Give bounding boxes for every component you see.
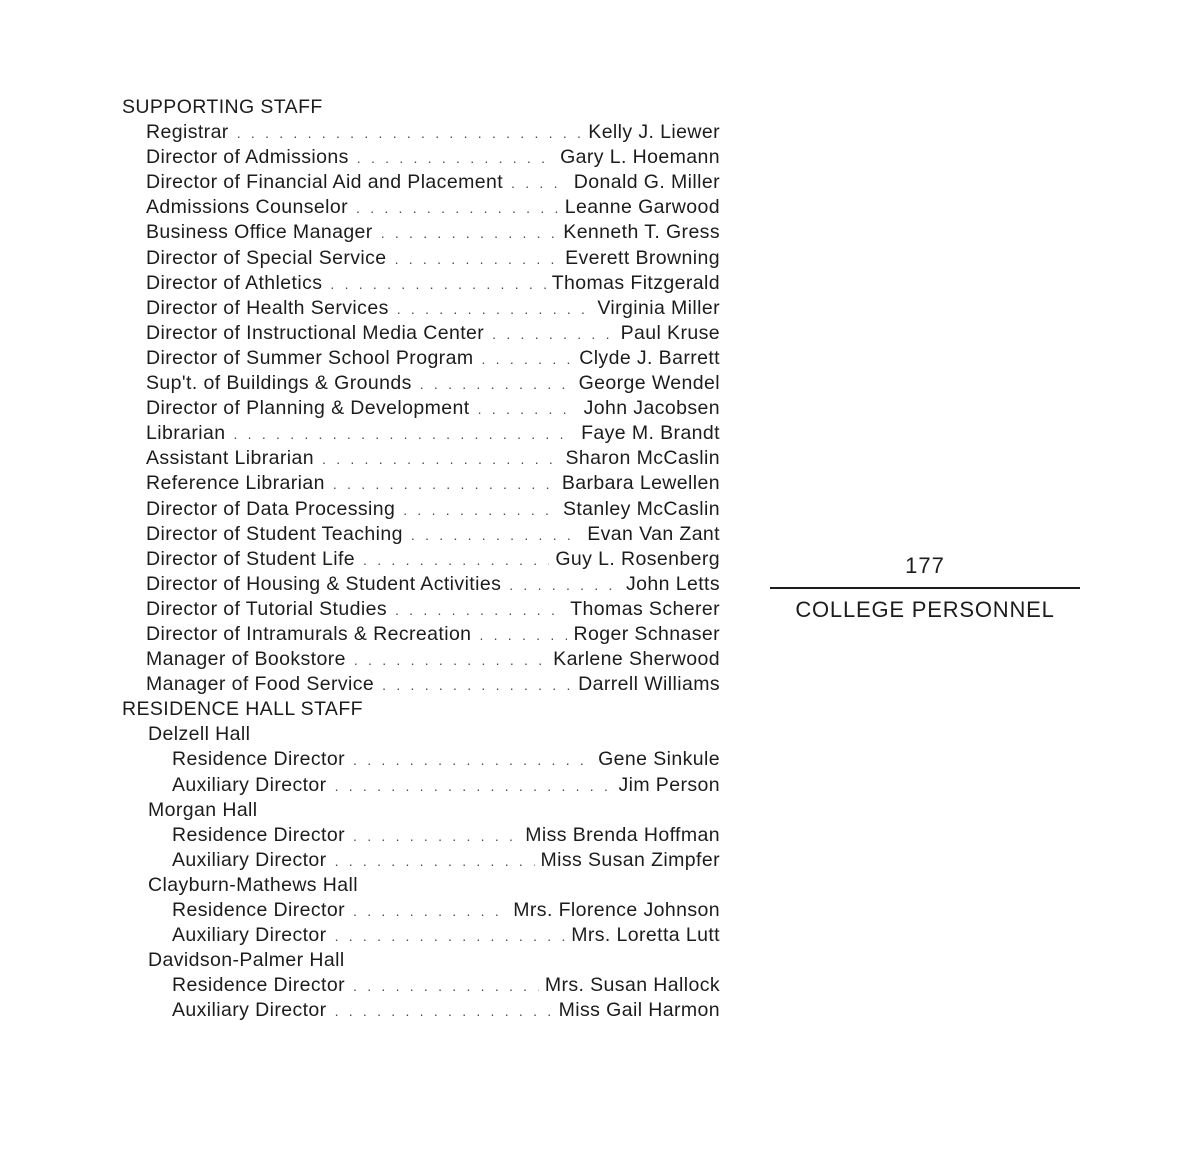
- staff-entry: [120, 622, 720, 647]
- staff-entry: [120, 898, 720, 923]
- staff-name: Stanley McCaslin: [562, 497, 720, 520]
- staff-entry: [120, 346, 720, 371]
- position-title: Librarian: [146, 422, 226, 445]
- staff-entry: [120, 170, 720, 195]
- dot-leader: [511, 171, 568, 196]
- dot-leader: [479, 623, 567, 648]
- dot-leader: [335, 999, 553, 1024]
- position-title: Auxiliary Director: [172, 848, 327, 871]
- staff-name: George Wendel: [578, 372, 720, 395]
- section-divider: [770, 587, 1080, 589]
- position-title: Reference Librarian: [146, 472, 325, 495]
- dot-leader: [481, 347, 573, 372]
- dot-leader: [411, 523, 581, 548]
- staff-entry: [120, 271, 720, 296]
- supporting-staff-list: [120, 120, 720, 697]
- staff-name: Paul Kruse: [620, 321, 720, 344]
- dot-leader: [509, 573, 620, 598]
- staff-name: Karlene Sherwood: [553, 648, 720, 671]
- dot-leader: [395, 247, 560, 272]
- position-title: Director of Admissions: [146, 146, 349, 169]
- staff-name: John Jacobsen: [583, 397, 720, 420]
- staff-entry: [120, 497, 720, 522]
- staff-name: Mrs. Florence Johnson: [513, 899, 720, 921]
- staff-name: Thomas Scherer: [570, 597, 720, 620]
- position-title: Director of Data Processing: [146, 497, 396, 520]
- position-title: Auxiliary Director: [172, 999, 327, 1022]
- position-title: Director of Planning & Development: [146, 397, 470, 420]
- staff-name: Gene Sinkule: [598, 748, 720, 771]
- dot-leader: [330, 272, 545, 297]
- staff-name: Thomas Fitzgerald: [551, 271, 720, 294]
- residence-hall-staff-list: [120, 722, 720, 1023]
- staff-name: Roger Schnaser: [573, 622, 720, 645]
- position-title: Business Office Manager: [146, 221, 373, 244]
- staff-entry: [120, 773, 720, 798]
- staff-entry: [120, 471, 720, 496]
- staff-entry: [120, 597, 720, 622]
- position-title: Director of Housing & Student Activities: [146, 572, 502, 595]
- dot-leader: [356, 196, 559, 221]
- position-title: Residence Director: [172, 974, 346, 997]
- staff-entry: [120, 220, 720, 245]
- position-title: Director of Student Life: [146, 547, 356, 570]
- position-title: Director of Special Service: [146, 246, 387, 269]
- staff-entry: [120, 446, 720, 471]
- staff-name: Miss Susan Zimpfer: [540, 848, 720, 871]
- hall-name: Clayburn-Mathews Hall: [148, 873, 358, 896]
- staff-name: Clyde J. Barrett: [579, 346, 720, 369]
- position-title: Residence Director: [172, 823, 346, 846]
- position-title: Sup't. of Buildings & Grounds: [146, 372, 412, 395]
- dot-leader: [335, 849, 535, 874]
- dot-leader: [420, 372, 573, 397]
- dot-leader: [381, 221, 558, 246]
- staff-entry: [120, 572, 720, 597]
- position-title: Assistant Librarian: [146, 447, 315, 470]
- personnel-list: [120, 95, 720, 1023]
- staff-entry: [120, 296, 720, 321]
- staff-name: Barbara Lewellen: [561, 472, 720, 495]
- staff-entry: [120, 120, 720, 145]
- staff-entry: [120, 848, 720, 873]
- dot-leader: [353, 748, 592, 773]
- staff-entry: [120, 547, 720, 572]
- dot-leader: [335, 924, 566, 949]
- staff-name: Jim Person: [618, 773, 720, 796]
- dot-leader: [363, 548, 549, 573]
- staff-entry: [120, 396, 720, 421]
- dot-leader: [233, 422, 575, 447]
- residence-hall-staff-heading: RESIDENCE HALL STAFF: [122, 698, 363, 721]
- dot-leader: [322, 447, 560, 472]
- staff-name: Kelly J. Liewer: [588, 121, 720, 144]
- staff-entry: [120, 421, 720, 446]
- dot-leader: [357, 146, 554, 171]
- staff-entry: [120, 647, 720, 672]
- staff-entry: [120, 923, 720, 948]
- supporting-staff-heading: SUPPORTING STAFF: [122, 96, 323, 118]
- staff-entry: [120, 246, 720, 271]
- staff-entry: [120, 823, 720, 848]
- dot-leader: [354, 648, 547, 673]
- staff-name: Leanne Garwood: [564, 196, 720, 219]
- position-title: Manager of Bookstore: [146, 648, 346, 671]
- staff-entry: [120, 321, 720, 346]
- dot-leader: [382, 673, 572, 698]
- dot-leader: [395, 598, 564, 623]
- staff-entry: [120, 195, 720, 220]
- position-title: Director of Intramurals & Recreation: [146, 622, 472, 645]
- staff-name: Gary L. Hoemann: [560, 146, 720, 169]
- position-title: Admissions Counselor: [146, 196, 349, 219]
- staff-name: Mrs. Susan Hallock: [544, 974, 720, 997]
- dot-leader: [403, 498, 557, 523]
- staff-name: Miss Brenda Hoffman: [525, 823, 720, 846]
- section-title: COLLEGE PERSONNEL: [795, 597, 1055, 622]
- staff-entry: [120, 747, 720, 772]
- position-title: Manager of Food Service: [146, 673, 375, 696]
- staff-name: Sharon McCaslin: [565, 447, 720, 470]
- staff-entry: [120, 371, 720, 396]
- page-number: 177: [905, 553, 945, 578]
- dot-leader: [353, 974, 539, 999]
- staff-name: Darrell Williams: [578, 673, 720, 696]
- hall-name: Davidson-Palmer Hall: [148, 949, 345, 972]
- position-title: Director of Student Teaching: [146, 522, 403, 545]
- staff-name: Kenneth T. Gress: [563, 221, 720, 244]
- section-marker: [770, 552, 1080, 623]
- dot-leader: [478, 397, 578, 422]
- staff-name: Evan Van Zant: [587, 522, 720, 545]
- position-title: Registrar: [146, 121, 229, 144]
- position-title: Director of Instructional Media Center: [146, 321, 485, 344]
- position-title: Auxiliary Director: [172, 773, 327, 796]
- position-title: Director of Tutorial Studies: [146, 597, 387, 620]
- dot-leader: [237, 121, 583, 146]
- staff-name: Miss Gail Harmon: [558, 999, 720, 1022]
- position-title: Director of Athletics: [146, 271, 323, 294]
- staff-entry: [120, 998, 720, 1023]
- position-title: Director of Summer School Program: [146, 346, 474, 369]
- staff-entry: [120, 672, 720, 697]
- hall-name: Delzell Hall: [148, 723, 251, 746]
- staff-entry: [120, 145, 720, 170]
- dot-leader: [335, 774, 613, 799]
- staff-name: Everett Browning: [565, 246, 720, 269]
- position-title: Residence Director: [172, 748, 346, 771]
- dot-leader: [397, 297, 592, 322]
- hall-name: Morgan Hall: [148, 798, 258, 821]
- staff-name: John Letts: [626, 572, 720, 595]
- position-title: Residence Director: [172, 899, 346, 921]
- staff-name: Guy L. Rosenberg: [555, 547, 720, 570]
- position-title: Director of Financial Aid and Placement: [146, 171, 504, 194]
- position-title: Auxiliary Director: [172, 924, 327, 947]
- dot-leader: [492, 322, 614, 347]
- staff-entry: [120, 973, 720, 998]
- staff-name: Mrs. Loretta Lutt: [571, 924, 720, 947]
- staff-name: Virginia Miller: [597, 296, 720, 319]
- position-title: Director of Health Services: [146, 296, 389, 319]
- staff-entry: [120, 522, 720, 547]
- dot-leader: [353, 899, 507, 924]
- dot-leader: [353, 824, 519, 849]
- dot-leader: [333, 472, 556, 497]
- staff-name: Faye M. Brandt: [581, 422, 720, 445]
- staff-name: Donald G. Miller: [573, 171, 720, 194]
